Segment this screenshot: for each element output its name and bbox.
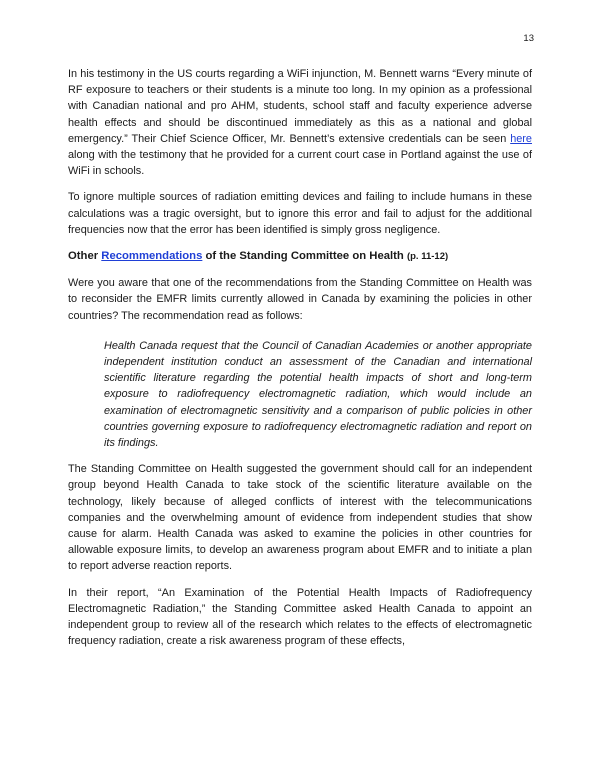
document-body — [68, 66, 532, 650]
heading-page-reference: (p. 11-12) — [406, 251, 449, 263]
paragraph-standing-committee: The Standing Committee on Health suggested the government should call for an independent group beyond Health Canada to take stock of the scientific literature available on the technology, likely because of alleged conflicts of interest with the telecommunications companies and the overwhelming amount of evidence from independent studies that show cause for alarm. Health Canada was asked to examine the policies in other countries for allowable exposure limits, to develop an awareness program about EMFR and to initiate a plan to report adverse reaction reports. — [68, 463, 532, 573]
paragraph-bennett-testimony — [68, 66, 532, 179]
paragraph-tragic-oversight: To ignore multiple sources of radiation emitting devices and failing to include humans in these calculations was a tragic oversight, but to ignore this error and fail to adjust for the additional frequencies now that the error has been identified is simply gross negligence. — [68, 191, 532, 236]
heading-suffix: of the Standing Committee on Health — [202, 250, 407, 263]
paragraph-text: In his testimony in the US courts regarding a WiFi injunction, M. Bennett warns “Every minute of RF exposure to teachers or their students is a minute too long. In my opinion as a professional with Canadian national and pro AHM, students, school staff and faculty experience adverse health effects and should be discontinued immediately as this as a national and global emergency.” Their Chief Science Officer, Mr. Bennett’s extensive credentials can be seen — [68, 68, 532, 145]
section-heading — [68, 248, 532, 265]
page-number: 13 — [523, 33, 534, 44]
recommendations-link[interactable]: Recommendations — [101, 250, 203, 263]
heading-prefix: Other — [68, 250, 102, 263]
paragraph-report-examination: In their report, “An Examination of the Potential Health Impacts of Radiofrequency Electromagnetic Radiation,” the Standing Committee asked Health Canada to appoint an independent group to review all of the research which relates to the effects of electromagnetic frequency radiation, create a risk awareness program of these effects, — [68, 586, 532, 648]
here-link[interactable]: here — [510, 132, 532, 145]
paragraph-text: along with the testimony that he provided for a current court case in Portland against the use of WiFi in schools. — [68, 149, 532, 178]
recommendation-quote: Health Canada request that the Council of Canadian Academies or another appropriate independent institution conduct an assessment of the Canadian and international scientific literature regarding the potential health impacts of short and long-term exposure to radiofrequency electromagnetic radiation, which would include an examination of electromagnetic sensitivity and a comparison of public policies in other countries governing exposure to radiofrequency electromagnetic radiation and report on its findings. — [104, 339, 532, 450]
paragraph-recommendation-intro: Were you aware that one of the recommendations from the Standing Committee on Health was to reconsider the EMFR limits currently allowed in Canada by examining the policies in other countries? The recommendation read as follows: — [68, 277, 532, 322]
